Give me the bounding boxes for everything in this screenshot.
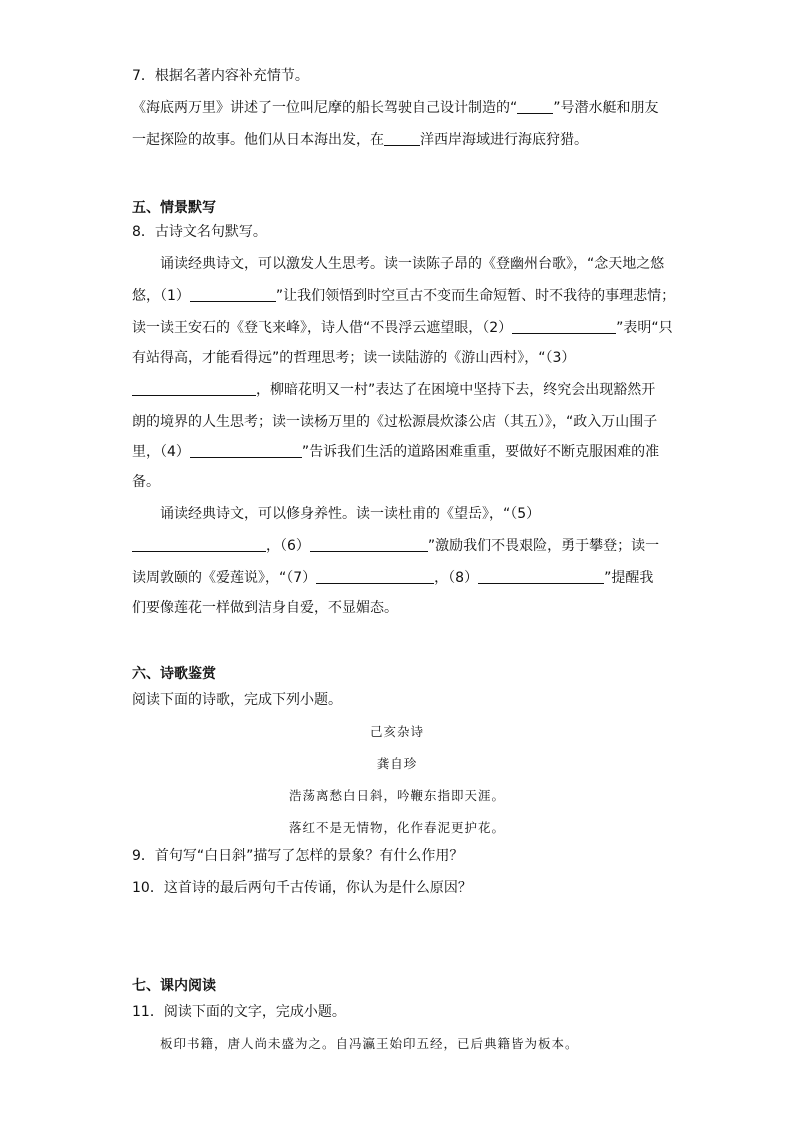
section-7-heading: 七、课内阅读 bbox=[132, 978, 216, 994]
answer-blank-2[interactable] bbox=[512, 319, 616, 334]
poem-author: 龚自珍 bbox=[376, 756, 418, 771]
paragraph-2-line-4: 们要像莲花一样做到洁身自爱，不显媚态。 bbox=[132, 600, 398, 616]
answer-blank-5[interactable] bbox=[132, 537, 266, 552]
text-span: 洋西岸海域进行海底狩猎。 bbox=[420, 132, 588, 148]
question-8-title: 8．古诗文名句默写。 bbox=[132, 224, 267, 240]
text-span: ，（8） bbox=[434, 570, 479, 586]
poem-title: 己亥杂诗 bbox=[369, 724, 424, 739]
poem-line-1: 浩荡离愁白日斜，吟鞭东指即天涯。 bbox=[288, 788, 505, 803]
text-span: ”让我们领悟到时空亘古不变而生命短暂、时不我待的事理悲情； bbox=[275, 288, 676, 304]
paragraph-1-line-6: 朗的境界的人生思考；读一读杨万里的《过松源晨炊漆公店（其五）》，“政入万山围子 bbox=[132, 414, 658, 430]
poem-line-2: 落红不是无情物，化作春泥更护花。 bbox=[288, 820, 505, 835]
text-span: 读周敦颐的《爱莲说》，“（7） bbox=[132, 570, 317, 586]
question-7-line-2 bbox=[132, 130, 588, 150]
paragraph-1-line-5 bbox=[132, 380, 655, 400]
answer-blank-1[interactable] bbox=[190, 287, 276, 302]
paragraph-1-line-2 bbox=[132, 286, 675, 306]
paragraph-1-line-3 bbox=[132, 318, 673, 338]
question-11: 11．阅读下面的文字，完成小题。 bbox=[132, 1004, 346, 1020]
answer-blank-7[interactable] bbox=[316, 569, 434, 584]
text-span: 悠，（1） bbox=[132, 288, 190, 304]
text-span: 一起探险的故事。他们从日本海出发，在 bbox=[132, 132, 384, 148]
answer-blank-3[interactable] bbox=[132, 381, 256, 396]
text-span: ”提醒我 bbox=[604, 570, 654, 586]
answer-blank-6[interactable] bbox=[310, 537, 428, 552]
question-7-line-1 bbox=[132, 98, 659, 118]
paragraph-1-line-7 bbox=[132, 442, 659, 462]
paragraph-1-line-4: 有站得高，才能看得远”的哲理思考；读一读陆游的《游山西村》，“（3） bbox=[132, 350, 576, 366]
text-span: 读一读王安石的《登飞来峰》，诗人借“不畏浮云遮望眼，（2） bbox=[132, 320, 513, 336]
text-span: 《海底两万里》讲述了一位叫尼摩的船长驾驶自己设计制造的“ bbox=[132, 100, 518, 116]
text-span: ”激励我们不畏艰险，勇于攀登；读一 bbox=[427, 538, 660, 554]
answer-blank-8[interactable] bbox=[478, 569, 604, 584]
answer-blank-4[interactable] bbox=[190, 443, 302, 458]
answer-blank-submarine[interactable] bbox=[517, 99, 553, 114]
paragraph-1-line-8: 备。 bbox=[132, 474, 160, 490]
paragraph-2-line-3 bbox=[132, 568, 653, 588]
reading-text-line-1: 板印书籍，唐人尚未盛为之。自冯瀛王始印五经，已后典籍皆为板本。 bbox=[160, 1036, 579, 1051]
text-span: ”号潜水艇和朋友 bbox=[553, 100, 659, 116]
question-9: 9．首句写“白日斜”描写了怎样的景象？有什么作用？ bbox=[132, 848, 464, 864]
section-5-heading: 五、情景默写 bbox=[132, 200, 216, 216]
text-span: ”表明“只 bbox=[616, 320, 673, 336]
paragraph-2-line-2 bbox=[132, 536, 659, 556]
section-6-heading: 六、诗歌鉴赏 bbox=[132, 666, 216, 682]
paragraph-2-line-1: 诵读经典诗文，可以修身养性。读一读杜甫的《望岳》，“（5） bbox=[160, 506, 541, 522]
text-span: ，（6） bbox=[266, 538, 310, 554]
text-span: ”告诉我们生活的道路困难重重，要做好不断克服困难的准 bbox=[301, 444, 660, 460]
text-span: 里，（4） bbox=[132, 444, 190, 460]
section-6-intro: 阅读下面的诗歌，完成下列小题。 bbox=[132, 692, 342, 708]
text-span: ，柳暗花明又一村”表达了在困境中坚持下去，终究会出现豁然开 bbox=[256, 382, 656, 398]
question-10: 10．这首诗的最后两句千古传诵，你认为是什么原因？ bbox=[132, 880, 472, 896]
answer-blank-ocean[interactable] bbox=[384, 131, 420, 146]
question-7-title: 7．根据名著内容补充情节。 bbox=[132, 68, 309, 84]
paragraph-1-line-1: 诵读经典诗文，可以激发人生思考。读一读陈子昂的《登幽州台歌》，“念天地之悠 bbox=[160, 256, 665, 272]
